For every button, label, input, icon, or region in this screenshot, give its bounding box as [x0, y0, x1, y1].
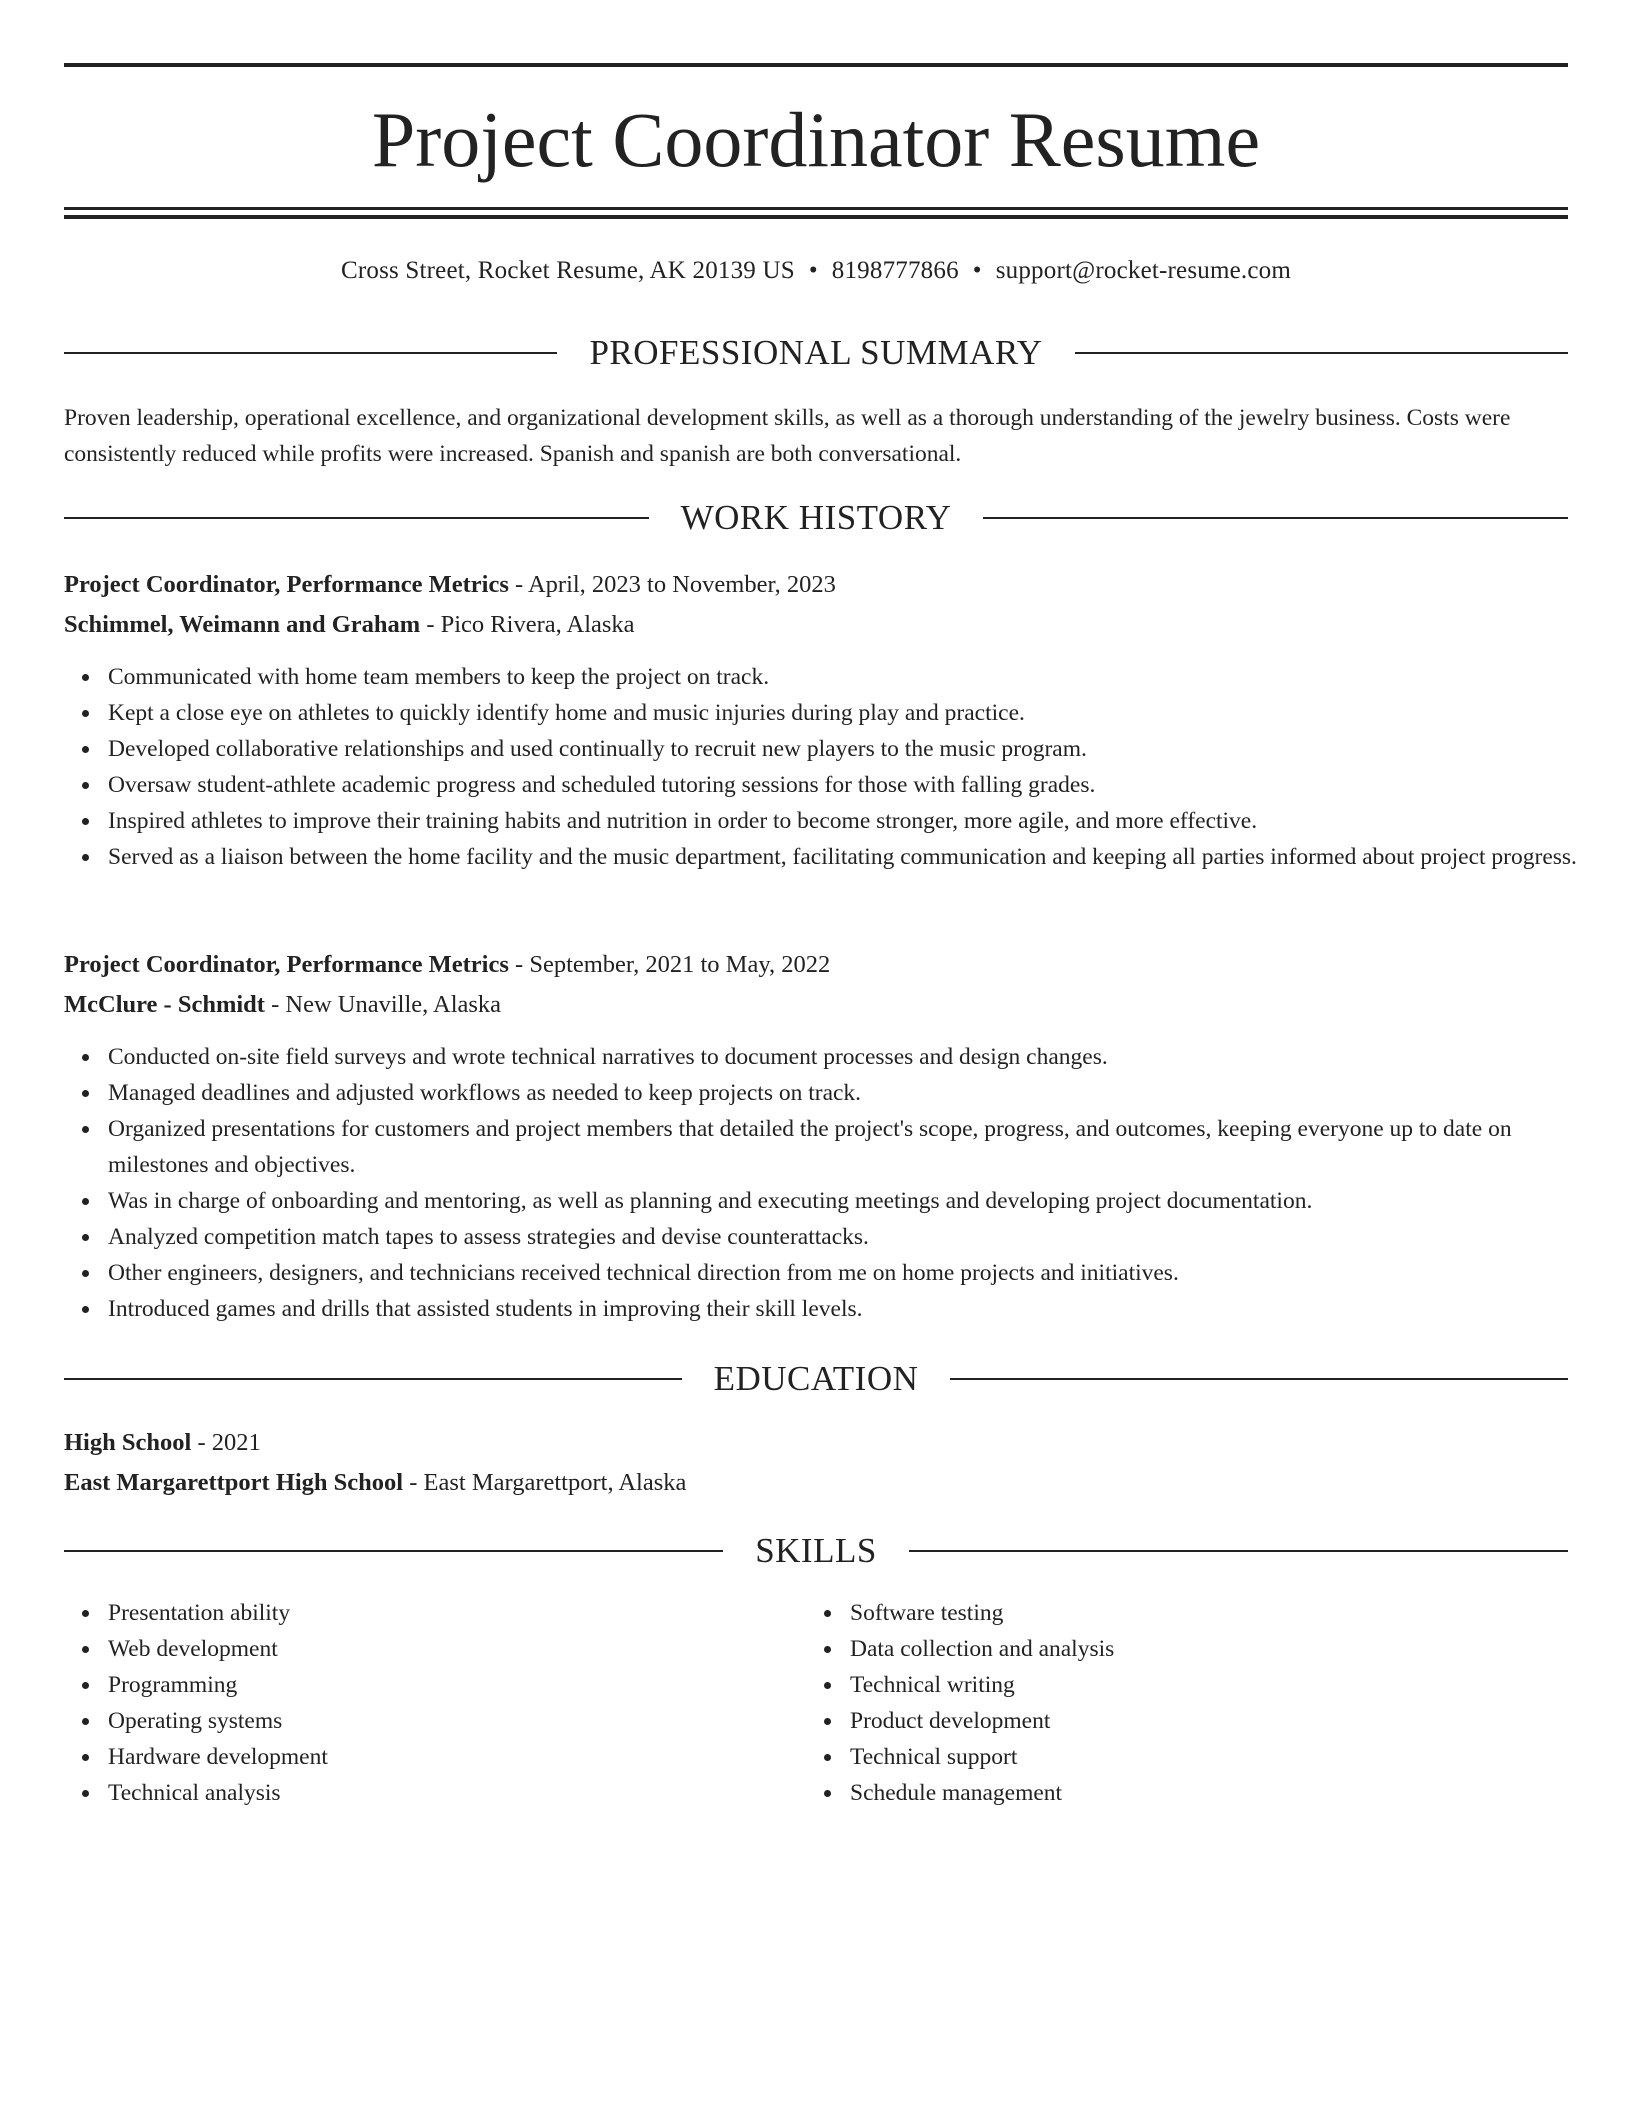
skill-item: Product development: [850, 1703, 1506, 1739]
skill-item: Hardware development: [108, 1739, 764, 1775]
job-2-duty: Managed deadlines and adjusted workflows as needed to keep projects on track.: [108, 1075, 1612, 1111]
job-1-title: Project Coordinator, Performance Metrics: [64, 571, 509, 598]
education-degree-line: [64, 1424, 1568, 1462]
job-2-title-line: [64, 946, 1568, 984]
job-2-dates: - September, 2021 to May, 2022: [508, 951, 831, 978]
contact-line: [64, 254, 1568, 288]
job-1-duty: Kept a close eye on athletes to quickly identify home and music injuries during play and practice.: [108, 695, 1612, 731]
skill-item: Technical writing: [850, 1667, 1506, 1703]
summary-heading: [64, 331, 1568, 375]
contact-separator: •: [972, 257, 982, 284]
skill-item: Programming: [108, 1667, 764, 1703]
job-1-dates: - April, 2023 to November, 2023: [508, 571, 836, 598]
job-2-duty: Analyzed competition match tapes to assess strategies and devise counterattacks.: [108, 1219, 1612, 1255]
title-rule-lower: [64, 215, 1568, 219]
title-rule-upper: [64, 207, 1568, 210]
job-2-employer-line: [64, 986, 1568, 1024]
work-history-heading: [64, 496, 1568, 540]
heading-rule: [64, 517, 649, 519]
job-1-duties: [64, 659, 1612, 875]
education-school-line: [64, 1464, 1568, 1502]
skill-item: Schedule management: [850, 1775, 1506, 1811]
education-school: East Margarettport High School: [64, 1469, 404, 1496]
heading-rule: [64, 1550, 723, 1552]
skills-list-right: [806, 1595, 1506, 1811]
skill-item: Technical support: [850, 1739, 1506, 1775]
job-1-employer: Schimmel, Weimann and Graham: [64, 611, 421, 638]
skill-item: Data collection and analysis: [850, 1631, 1506, 1667]
job-1-duty: Oversaw student-athlete academic progress and scheduled tutoring sessions for those with falling grades.: [108, 767, 1612, 803]
education-heading: [64, 1357, 1568, 1401]
job-2-duty: Conducted on-site field surveys and wrote technical narratives to document processes and design changes.: [108, 1039, 1612, 1075]
skill-item: Presentation ability: [108, 1595, 764, 1631]
summary-text: Proven leadership, operational excellence, and organizational development skills, as well as a thorough understanding of the jewelry business. Costs were consistently reduced while profits were increased. Spanish and spanish are both conversational.: [64, 405, 1511, 467]
heading-rule: [64, 352, 557, 354]
job-2-duty: Other engineers, designers, and technicians received technical direction from me on home projects and initiatives.: [108, 1255, 1612, 1291]
skills-heading-label: SKILLS: [755, 1531, 877, 1570]
job-2-duty: Was in charge of onboarding and mentoring, as well as planning and executing meetings and developing project documentation.: [108, 1183, 1612, 1219]
heading-rule: [64, 1378, 682, 1380]
skills-column-left: [64, 1595, 764, 1811]
job-1-duty: Developed collaborative relationships and used continually to recruit new players to the music program.: [108, 731, 1612, 767]
skill-item: Software testing: [850, 1595, 1506, 1631]
job-1-duty: Served as a liaison between the home facility and the music department, facilitating communication and keeping all parties informed about project progress.: [108, 839, 1612, 875]
contact-separator: •: [808, 257, 818, 284]
job-2-duty: Introduced games and drills that assisted students in improving their skill levels.: [108, 1291, 1612, 1327]
top-rule: [64, 63, 1568, 67]
job-2-duties: [64, 1039, 1612, 1327]
education-year: - 2021: [191, 1429, 261, 1456]
education-heading-label: EDUCATION: [713, 1359, 919, 1398]
job-2-duty: Organized presentations for customers and project members that detailed the project's scope, progress, and outcomes, keeping everyone up to date on milestones and objectives.: [108, 1111, 1612, 1183]
resume-title: Project Coordinator Resume: [371, 96, 1261, 183]
heading-rule: [983, 517, 1568, 519]
education-degree: High School: [64, 1429, 192, 1456]
job-1-duty: Communicated with home team members to keep the project on track.: [108, 659, 1612, 695]
job-1-duty: Inspired athletes to improve their training habits and nutrition in order to become stronger, more agile, and more effective.: [108, 803, 1612, 839]
skills-list-left: [64, 1595, 764, 1811]
skills-column-right: [806, 1595, 1506, 1811]
heading-rule: [950, 1378, 1568, 1380]
heading-rule: [1075, 352, 1568, 354]
skills-heading: [64, 1529, 1568, 1573]
work-history-heading-label: WORK HISTORY: [680, 498, 952, 537]
skill-item: Web development: [108, 1631, 764, 1667]
job-2-title: Project Coordinator, Performance Metrics: [64, 951, 509, 978]
skill-item: Technical analysis: [108, 1775, 764, 1811]
job-1-location: - Pico Rivera, Alaska: [420, 611, 635, 638]
contact-address: Cross Street, Rocket Resume, AK 20139 US: [340, 257, 795, 284]
heading-rule: [909, 1550, 1568, 1552]
job-2-location: - New Unaville, Alaska: [264, 991, 502, 1018]
skill-item: Operating systems: [108, 1703, 764, 1739]
contact-phone: 8198777866: [831, 257, 959, 284]
contact-email: support@rocket-resume.com: [995, 257, 1292, 284]
job-1-employer-line: [64, 606, 1568, 644]
summary-heading-label: PROFESSIONAL SUMMARY: [589, 333, 1043, 372]
job-2-employer: McClure - Schmidt: [64, 991, 265, 1018]
job-1-title-line: [64, 566, 1568, 604]
education-location: - East Margarettport, Alaska: [403, 1469, 687, 1496]
